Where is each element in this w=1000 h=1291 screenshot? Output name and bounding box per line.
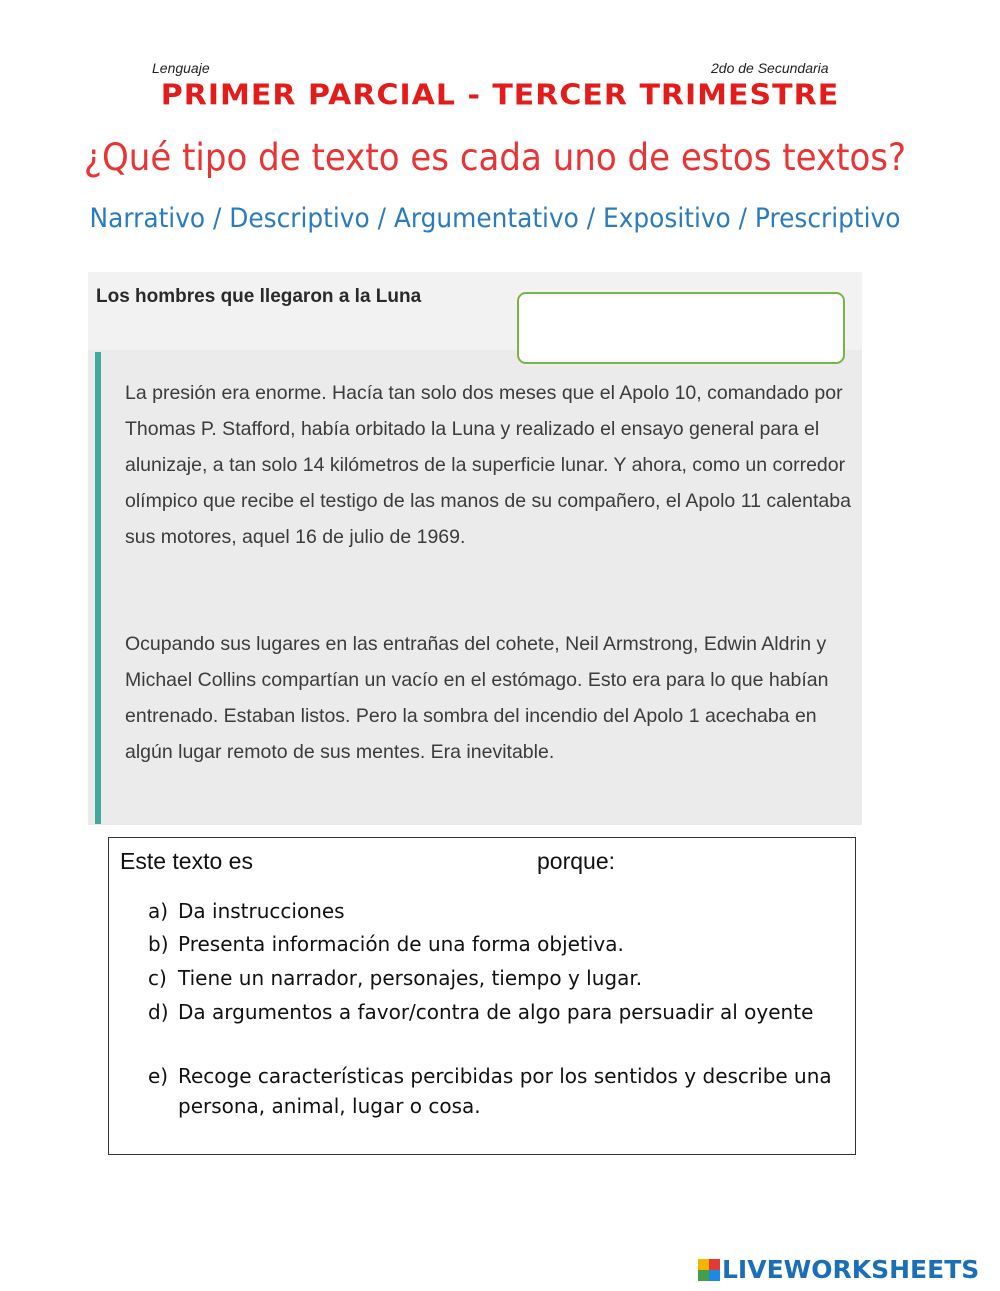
- option-letter: a): [148, 899, 169, 923]
- prompt-lead: Este texto es: [120, 848, 253, 874]
- option-e: [148, 1061, 838, 1121]
- page-title: PRIMER PARCIAL - TERCER TRIMESTRE: [160, 78, 840, 113]
- quote-accent-bar: [95, 352, 101, 824]
- brand-name: LIVEWORKSHEETS: [722, 1255, 980, 1284]
- subject-label: Lenguaje: [152, 60, 210, 76]
- option-text: Tiene un narrador, personajes, tiempo y lugar.: [178, 966, 643, 990]
- option-d: [148, 997, 838, 1027]
- option-text: Da argumentos a favor/contra de algo para persuadir al oyente: [178, 1000, 814, 1024]
- option-a: [148, 896, 838, 926]
- option-b: [148, 929, 838, 959]
- option-letter: c): [148, 966, 167, 990]
- question-heading: ¿Qué tipo de texto es cada uno de estos textos?: [83, 136, 907, 179]
- option-letter: d): [148, 1000, 169, 1024]
- option-text: Recoge características percibidas por los sentidos y describe una persona, animal, lugar o cosa.: [178, 1064, 832, 1118]
- liveworksheets-logo-icon: [698, 1259, 720, 1281]
- liveworksheets-logo: [698, 1255, 979, 1284]
- answer-input[interactable]: [517, 292, 845, 364]
- prompt-because: porque:: [537, 848, 616, 874]
- text-types-list: Narrativo / Descriptivo / Argumentativo / Expositivo / Prescriptivo: [89, 203, 901, 234]
- reading-paragraph-1: La presión era enorme. Hacía tan solo dos meses que el Apolo 10, comandado por Thomas P. Stafford, había orbitado la Luna y realizado el ensayo general para el alunizaje, a tan solo 14 kilómetros de la superficie lunar. Y ahora, como un corredor olímpico que recibe el testigo de las manos de su compañero, el Apolo 11 calentaba sus motores, aquel 16 de julio de 1969.: [125, 382, 851, 548]
- option-text: Da instrucciones: [178, 899, 345, 923]
- reading-paragraph-2: Ocupando sus lugares en las entrañas del cohete, Neil Armstrong, Edwin Aldrin y Michael Collins compartían un vacío en el estómago. Esto era para lo que habían entrenado. Estaban listos. Pero la sombra del incendio del Apolo 1 acechaba en algún lugar remoto de sus mentes. Era inevitable.: [125, 633, 829, 763]
- grade-label: 2do de Secundaria: [711, 60, 829, 76]
- option-letter: e): [148, 1064, 169, 1088]
- option-c: [148, 963, 838, 993]
- reading-title: Los hombres que llegaron a la Luna: [96, 286, 422, 307]
- option-letter: b): [148, 932, 169, 956]
- option-text: Presenta información de una forma objetiva.: [178, 932, 624, 956]
